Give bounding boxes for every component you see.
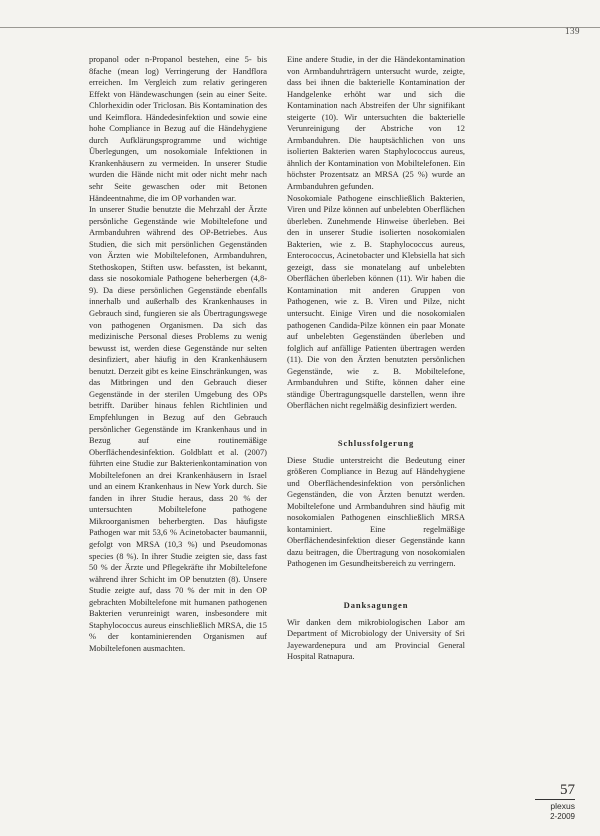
issue-number: 2-2009 xyxy=(550,811,575,821)
folio xyxy=(529,782,575,821)
right-column xyxy=(287,54,465,663)
folio-rule xyxy=(535,799,575,800)
header-rule xyxy=(0,27,600,28)
paragraph-wristwatch: Eine andere Studie, in der die Händekontamination von Armbanduhrträgern untersucht wurde, zeigte, dass bei ihnen die bakterielle Kontamination der Handgelenke erhöht war und sich die Kontamination nach Abstreifen der Uhr signifikant steigerte (10). Wir untersuchten die bakterielle Verunreinigung der Abstriche von 12 Armbanduhren. Die hauptsächlichen von uns isolierten Bakterien waren Staphylococcus aureus, ähnlich der Kontamination von Mobiltelefonen. Ein höchster Prozentsatz an MRSA (25 %) wurde an Armbanduhren gefunden. xyxy=(287,54,465,192)
magazine-name: plexus xyxy=(550,801,575,811)
acknowledgements-heading: Danksagungen xyxy=(343,599,409,610)
paragraph-personal-items: In unserer Studie benutzte die Mehrzahl der Ärzte persönliche Gegenstände wie Mobiltelefone und Armbanduhren während des OP-Betriebes. Aus Studien, die sich mit persönlichen Gegenständen von Ärzten wie Mobiltelefonen, Armbanduhren, Stethoskopen, Stiften usw. befassten, ist bekannt, dass sie nosokomiale Pathogene beherbergen (4,8-9). Da diese persönlichen Gegenstände ebenfalls innerhalb und außerhalb des Krankenhauses in Gebrauch sind, fungieren sie als Übertragungswege von pathogenen Organismen. Da sich das medizinische Personal dieses Problems zu wenig bewusst ist, werden diese Gegenstände nur selten desinfiziert, aber häufig in den Krankenhäusern benutzt. Derzeit gibt es keine Einschränkungen, was das Mitbringen und den Gebrauch dieser Gegenstände in der sterilen Umgebung des OPs betrifft. Darüber hinaus fehlen Richtlinien und Empfehlungen in Bezug auf den Gebrauch persönlicher Gegenstände im Krankenhaus und in Bezug auf eine routinemäßige Oberflächendesinfektion. Goldblatt et al. (2007) führten eine Studie zur Bakterienkontamination von Mobiltelefonen an drei Krankenhäusern in Israel und an einem Krankenhaus in New York durch. Sie fanden in ihrer Studie heraus, dass 20 % der untersuchten Mobiltelefone pathogene Mikroorganismen beherbergten. Das häufigste Pathogen war mit 53,6 % Acinetobacter baumannii, gefolgt von MRSA (10,3 %) und Pseudomonas species (8 %). In ihrer Studie zeigten sie, dass fast 50 % der Ärzte und Pflegekräfte ihr Mobiltelefone während ihrer Schicht im OP benutzten (8). Unsere Studie zeigte auf, dass 70 % der mit in den OP gebrachten Mobiltelefone mit humanen pathogenen Bakterien verunreinigt waren, insbesondere mit Staphylococcus aureus einschließlich MRSA, die 15 % der kontaminierenden Organismen auf Mobiltelefonen ausmachten. xyxy=(89,204,267,653)
paragraph-pathogens: Nosokomiale Pathogene einschließlich Bakterien, Viren und Pilze können auf unbelebten Oberflächen überleben. Zunehmende Hinweise überleben. Bei den in unserer Studie isolierten nosokomialen Bakterien, wie z. B. Staphylococcus aureus, Enterococcus, Acinetobacter und Klebsiella hat sich gezeigt, dass sie monatelang auf unbelebten Oberflächen überleben können (11). Wir haben die Kontamination mit anderen Gruppen von Pathogenen, wie z. B. Viren und Pilze, nicht untersucht. Einige Viren und die nosokomialen pathogenen Candida-Pilze können ein paar Monate auf unbelebten Gegenständen überleben und folglich auf anfällige Patienten übertragen werden (11). Die von den Ärzten benutzten persönlichen Gegenstände, wie z. B. Mobiltelefone, Armbanduhren und Stifte, können daher eine ständige Übertragungsquelle darstellen, wenn ihre Oberflächen nicht regelmäßig desinfiziert werden. xyxy=(287,192,465,411)
left-column xyxy=(89,54,267,654)
conclusion-text: Diese Studie unterstreicht die Bedeutung einer größeren Compliance in Bezug auf Händehygiene und Oberflächendesinfektion von persönlichen Gegenständen, die von Ärzten benutzt werden. Mobiltelefone und Armbanduhren sind häufig mit nosokomialen Pathogenen einschließlich MRSA kontaminiert. Eine regelmäßige Oberflächendesinfektion dieser Gegenstände kann dazu beitragen, die Übertragung von nosokomialen Pathogenen im Gesundheitsbereich zu verringern. xyxy=(287,454,465,569)
acknowledgements-text: Wir danken dem mikrobiologischen Labor am Department of Microbiology der University of Sri Jayewardenepura und am Provincial General Hospital Ratnapura. xyxy=(287,616,465,662)
conclusion-heading: Schlussfolgerung xyxy=(337,437,415,448)
paragraph-handhygiene: propanol oder n-Propanol bestehen, eine 5- bis 8fache (mean log) Verringerung der Handflora erreichen. Im Vergleich zum relativ geringeren Effekt von Händewaschungen (sein au einer Seite. Chlorhexidin oder Triclosan. Bis Kontamination des und Keimflora. Händedesinfektion und sowie eine hohe Compliance in Bezug auf die Händehygiene durch Aufklärungsprogramme und wichtige Überlegungen, um nosokomiale Infektionen in Krankenhäusern zu vermeiden. In unserer Studie wurden die Hände nicht mit oder nicht mehr nach sehr Seite gewaschen oder mit Betonen Händeentnahme, die im OP vorhanden war. xyxy=(89,54,267,203)
running-head: 139 xyxy=(565,26,580,36)
page-number: 57 xyxy=(560,782,575,798)
